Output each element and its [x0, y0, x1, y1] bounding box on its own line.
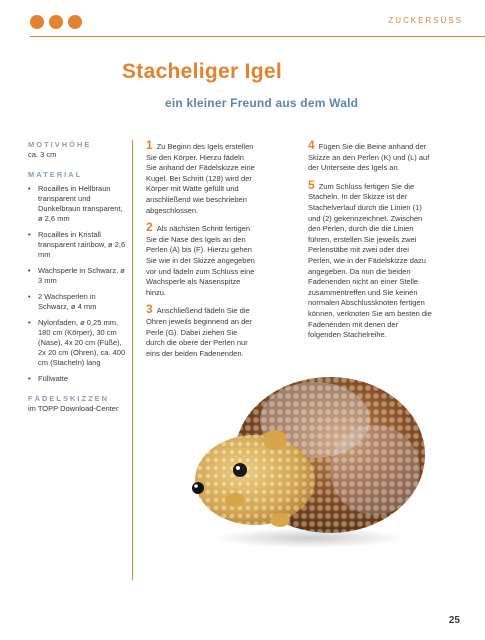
instructions-column-1: [146, 140, 256, 365]
page-title: Stacheliger Igel: [122, 60, 283, 83]
header-dot: [68, 15, 82, 29]
step-text: Zu Beginn des Igels erstellen Sie den Körper. Hierzu fädeln Sie anhand der Fädelskizze eine Kugel. Bei Schritt (128) wird der Körper mit Watte gefüllt und anschließend wie beschrieben abgeschlossen.: [146, 142, 255, 215]
page-number: 25: [448, 615, 460, 626]
step-number: 1: [146, 138, 153, 152]
step-paragraph: [146, 222, 256, 298]
step-paragraph: [146, 140, 256, 216]
step-text: Als nächsten Schritt fertigen Sie die Nase des Igels an den Perlen (A) bis (F). Hierzu gehen Sie wie in der Skizze angegeben vor und fädeln zum Schluss eine Wachsperle als Nasenspitze hinzu.: [146, 224, 255, 297]
material-item: • 2 Wachsperlen in Schwarz, ø 4 mm: [28, 292, 128, 312]
material-item: • Füllwatte: [28, 374, 128, 384]
column-divider: [132, 140, 133, 580]
header-dot: [49, 15, 63, 29]
step-text: Zum Schluss fertigen Sie die Stacheln. In der Skizze ist der Stachelverlauf durch die Linien (1) und (2) gekennzeichnet. Zwischen den Perlen, durch die die Linien führen, erstellen Sie jeweils zwei Perlenstäbe mit zwei oder drei Perlen, wie in der Fädelskizze dazu angegeben. Da nun die beiden Fadenenden nicht an einer Stelle zusammentreffen und Sie keinen normalen Abschlussknoten fertigen können, verknoten Sie am besten die Fadenenden mit denen der folgenden Stachelreihe.: [308, 181, 432, 340]
step-paragraph: [308, 177, 432, 341]
material-item: • Rocailles in Hellbraun transparent und Dunkelbraun transparent, ø 2,6 mm: [28, 184, 128, 224]
step-number: 2: [146, 220, 153, 235]
material-list: [28, 184, 128, 384]
step-number: 4: [308, 138, 315, 152]
material-item: • Rocailles in Kristall transparent rainbow, ø 2,6 mm: [28, 230, 128, 260]
material-item: • Nylonfaden, ø 0,25 mm, 180 cm (Körper), 30 cm (Nase), 4x 20 cm (Füße), 2x 20 cm (Ohren), ca. 400 cm (Stacheln) lang: [28, 318, 128, 368]
material-heading: MATERIAL: [28, 170, 83, 179]
step-number: 5: [308, 177, 315, 192]
header-rule: [30, 36, 485, 37]
instructions-column-2: [308, 140, 432, 347]
step-number: 3: [146, 302, 153, 317]
step-paragraph: [308, 140, 432, 174]
motivhoehe-heading: MOTIVHÖHE: [28, 140, 92, 149]
section-tag: ZUCKERSÜSS: [388, 16, 463, 25]
header-dots: [30, 15, 82, 29]
faedelskizzen-heading: FÄDELSKIZZEN: [28, 394, 110, 403]
step-paragraph: [146, 304, 256, 359]
page-subtitle: ein kleiner Freund aus dem Wald: [165, 96, 359, 110]
step-text: Fügen Sie die Beine anhand der Skizze an den Perlen (K) und (L) auf der Unterseite des Igels an.: [308, 142, 430, 173]
motivhoehe-value: ca. 3 cm: [28, 150, 57, 159]
faedelskizzen-value: im TOPP Download-Center: [28, 404, 119, 413]
material-item: • Wachsperle in Schwarz, ø 3 mm: [28, 266, 128, 286]
step-text: Anschließend fädeln Sie die Ohren jeweils beginnend an der Perle (G). Dabei ziehen Sie durch die obere der Perlen nur eins der beiden Fadenenden.: [146, 306, 252, 358]
hedgehog-photo: [180, 360, 440, 550]
materials-sidebar: [28, 140, 128, 424]
header-dot: [30, 15, 44, 29]
